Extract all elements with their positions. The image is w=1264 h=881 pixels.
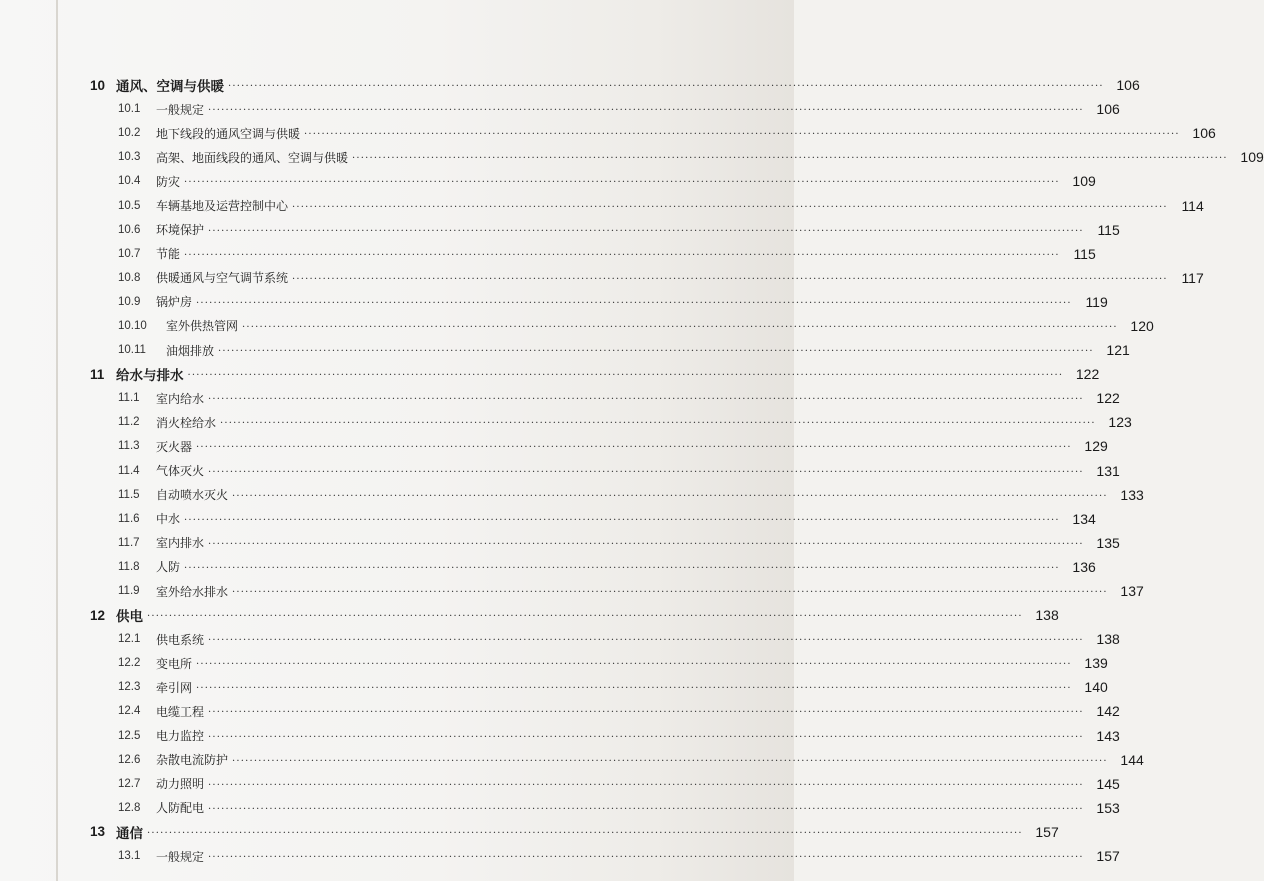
toc-page-number: 145 [1096,775,1120,792]
toc-page-number: 131 [1096,462,1120,479]
toc-page-number: 106 [1192,125,1216,142]
toc-page-number: 142 [1096,703,1120,720]
toc-section-row [90,434,1108,458]
toc-leader-dots: ········································································································································································································ [352,153,1228,165]
toc-entry-number: 10.4 [118,175,141,188]
toc-entry-title: 牵引网 [156,680,193,695]
toc-entry-title: 杂散电流防护 [156,753,229,768]
toc-leader-dots: ········································································································································································································ [208,105,1084,117]
toc-page-number: 140 [1084,679,1108,696]
toc-entry-title: 通风、空调与供暖 [116,79,224,96]
toc-entry-title: 锅炉房 [156,295,193,310]
toc-section-row [90,169,1096,193]
toc-entry-title: 变电所 [156,656,193,671]
toc-leader-dots: ········································································································································································································ [292,273,1168,285]
toc-leader-dots: ········································································································································································································ [147,827,1023,839]
toc-page-number: 109 [1072,173,1096,190]
toc-entry-title: 灭火器 [156,439,193,454]
toc-entry-number: 10.6 [118,223,141,236]
toc-entry-title: 节能 [156,247,181,262]
toc-entry-number: 11.4 [118,464,140,477]
toc-section-row [90,290,1108,314]
toc-entry-number: 11.7 [118,536,140,549]
toc-leader-dots: ········································································································································································································ [208,538,1084,550]
toc-page-number: 153 [1096,799,1120,816]
toc-page-number: 139 [1084,655,1108,672]
toc-section-row [90,796,1120,820]
toc-leader-dots: ········································································································································································································ [208,394,1084,406]
toc-entry-number: 11.5 [118,488,140,501]
toc-entry-title: 电力监控 [156,729,205,744]
toc-entry-title: 自动喷水灭火 [156,488,229,503]
toc-entry-title: 供电系统 [156,632,205,647]
toc-leader-dots: ········································································································································································································ [187,370,1064,382]
toc-entry-number: 10.9 [118,295,141,308]
toc-page-number: 157 [1035,823,1059,840]
toc-section-row [90,218,1120,242]
toc-section-row [90,675,1108,699]
toc-entry-title: 环境保护 [156,223,205,238]
toc-entry-title: 消火栓给水 [156,415,217,430]
toc-page-number: 120 [1130,317,1154,334]
toc-page-number: 121 [1106,342,1130,359]
toc-leader-dots: ········································································································································································································ [232,587,1108,599]
toc-entry-title: 高架、地面线段的通风、空调与供暖 [156,150,349,165]
toc-section-row [90,145,1264,169]
table-of-contents [90,73,1264,868]
toc-leader-dots: ········································································································································································································ [184,177,1060,189]
toc-entry-title: 一般规定 [156,849,205,864]
toc-chapter-row [90,362,1100,386]
toc-page-number: 123 [1108,414,1132,431]
toc-section-row [90,386,1120,410]
toc-leader-dots: ········································································································································································································ [196,442,1072,454]
toc-page-number: 133 [1120,486,1144,503]
toc-entry-title: 车辆基地及运营控制中心 [156,199,289,214]
toc-leader-dots: ········································································································································································································ [196,297,1072,309]
toc-page-number: 115 [1073,245,1096,262]
toc-leader-dots: ········································································································································································································ [242,321,1118,333]
toc-leader-dots: ········································································································································································································ [184,514,1060,526]
toc-leader-dots: ········································································································································································································ [232,490,1108,502]
toc-section-row [90,507,1096,531]
toc-entry-title: 人防配电 [156,801,205,816]
page-edge [56,0,58,881]
toc-entry-title: 防灾 [156,174,181,189]
toc-section-row [90,555,1096,579]
toc-page-number: 135 [1096,534,1120,551]
toc-section-row [90,772,1120,796]
toc-section-row [90,459,1120,483]
toc-leader-dots: ········································································································································································································ [232,755,1108,767]
toc-section-row [90,699,1120,723]
toc-page-number: 138 [1096,631,1120,648]
toc-page-number: 137 [1120,583,1144,600]
toc-section-row [90,193,1204,217]
toc-section-row [90,266,1204,290]
toc-entry-title: 中水 [156,512,181,527]
toc-page-number: 115 [1097,221,1120,238]
toc-section-row [90,314,1154,338]
toc-entry-number: 10.2 [118,127,141,140]
toc-page-number: 134 [1072,510,1096,527]
toc-leader-dots: ········································································································································································································ [292,201,1168,213]
toc-page-number: 106 [1096,101,1120,118]
toc-section-row [90,579,1144,603]
toc-chapter-row [90,820,1059,844]
toc-leader-dots: ········································································································································································································ [208,779,1084,791]
toc-leader-dots: ········································································································································································································ [208,731,1084,743]
toc-entry-title: 通信 [116,825,143,842]
toc-entry-number: 12.7 [118,777,141,790]
toc-entry-number: 10.5 [118,199,141,212]
toc-page-number: 144 [1120,751,1144,768]
toc-section-row [90,724,1120,748]
toc-section-row [90,531,1120,555]
toc-entry-number: 11.6 [118,512,140,525]
toc-entry-number: 11.3 [118,440,140,453]
toc-entry-number: 10 [90,77,106,93]
toc-leader-dots: ········································································································································································································ [208,707,1084,719]
toc-leader-dots: ········································································································································································································ [228,81,1104,93]
toc-page-number: 143 [1096,727,1120,744]
toc-page-number: 114 [1181,197,1204,214]
toc-entry-number: 11.8 [118,560,140,573]
toc-entry-number: 12.1 [118,633,141,646]
toc-entry-number: 11.2 [118,416,140,429]
toc-chapter-row [90,73,1140,97]
toc-chapter-row [90,603,1059,627]
toc-entry-title: 室内给水 [156,391,205,406]
toc-leader-dots: ········································································································································································································ [147,611,1023,623]
toc-page-number: 109 [1240,149,1264,166]
toc-section-row [90,338,1130,362]
toc-leader-dots: ········································································································································································································ [304,129,1180,141]
toc-entry-title: 气体灭火 [156,464,205,479]
toc-entry-number: 10.3 [118,151,141,164]
toc-entry-number: 10.1 [118,103,141,116]
toc-page-number: 122 [1096,390,1120,407]
toc-entry-number: 13 [90,824,106,840]
toc-entry-title: 供暖通风与空气调节系统 [156,271,289,286]
toc-leader-dots: ········································································································································································································ [208,225,1084,237]
toc-page-number: 129 [1084,438,1108,455]
toc-section-row [90,483,1144,507]
toc-leader-dots: ········································································································································································································ [208,635,1084,647]
toc-entry-title: 一般规定 [156,102,205,117]
toc-entry-number: 12.3 [118,681,141,694]
toc-entry-title: 给水与排水 [116,368,184,385]
toc-leader-dots: ········································································································································································································ [220,418,1096,430]
toc-entry-title: 人防 [156,560,181,575]
toc-entry-title: 油烟排放 [166,343,215,358]
toc-leader-dots: ········································································································································································································ [208,803,1084,815]
toc-entry-title: 室内排水 [156,536,205,551]
toc-page-number: 106 [1116,77,1140,94]
toc-entry-number: 11 [90,366,105,382]
toc-entry-title: 电缆工程 [156,704,205,719]
toc-section-row [90,627,1120,651]
toc-entry-number: 12.5 [118,729,141,742]
toc-entry-number: 12 [90,607,106,623]
toc-section-row [90,410,1132,434]
toc-leader-dots: ········································································································································································································ [196,683,1072,695]
toc-page-number: 157 [1096,848,1120,865]
toc-entry-title: 室外供热管网 [166,319,239,334]
toc-entry-title: 供电 [116,609,143,626]
toc-entry-number: 12.8 [118,801,141,814]
toc-section-row [90,844,1120,868]
toc-page-number: 136 [1072,558,1096,575]
toc-entry-number: 12.4 [118,705,141,718]
toc-page-number: 119 [1085,293,1108,310]
toc-leader-dots: ········································································································································································································ [208,852,1084,864]
toc-section-row [90,242,1096,266]
toc-leader-dots: ········································································································································································································ [196,659,1072,671]
toc-leader-dots: ········································································································································································································ [218,346,1094,358]
toc-entry-number: 11.1 [118,392,140,405]
toc-entry-number: 11.9 [118,585,140,598]
toc-section-row [90,121,1216,145]
toc-entry-number: 10.8 [118,271,141,284]
toc-section-row [90,97,1120,121]
toc-section-row [90,651,1108,675]
toc-entry-number: 10.7 [118,247,141,260]
toc-entry-title: 动力照明 [156,777,205,792]
toc-entry-number: 12.6 [118,753,141,766]
toc-entry-number: 12.2 [118,657,141,670]
toc-entry-number: 10.10 [118,319,147,332]
toc-page-number: 117 [1181,269,1204,286]
toc-page-number: 138 [1035,607,1059,624]
toc-entry-number: 13.1 [118,850,141,863]
toc-entry-number: 10.11 [118,344,146,357]
toc-leader-dots: ········································································································································································································ [184,249,1060,261]
toc-leader-dots: ········································································································································································································ [184,562,1060,574]
toc-leader-dots: ········································································································································································································ [208,466,1084,478]
toc-page-number: 122 [1075,366,1100,383]
toc-section-row [90,748,1144,772]
toc-entry-title: 地下线段的通风空调与供暖 [156,126,301,141]
toc-entry-title: 室外给水排水 [156,584,229,599]
